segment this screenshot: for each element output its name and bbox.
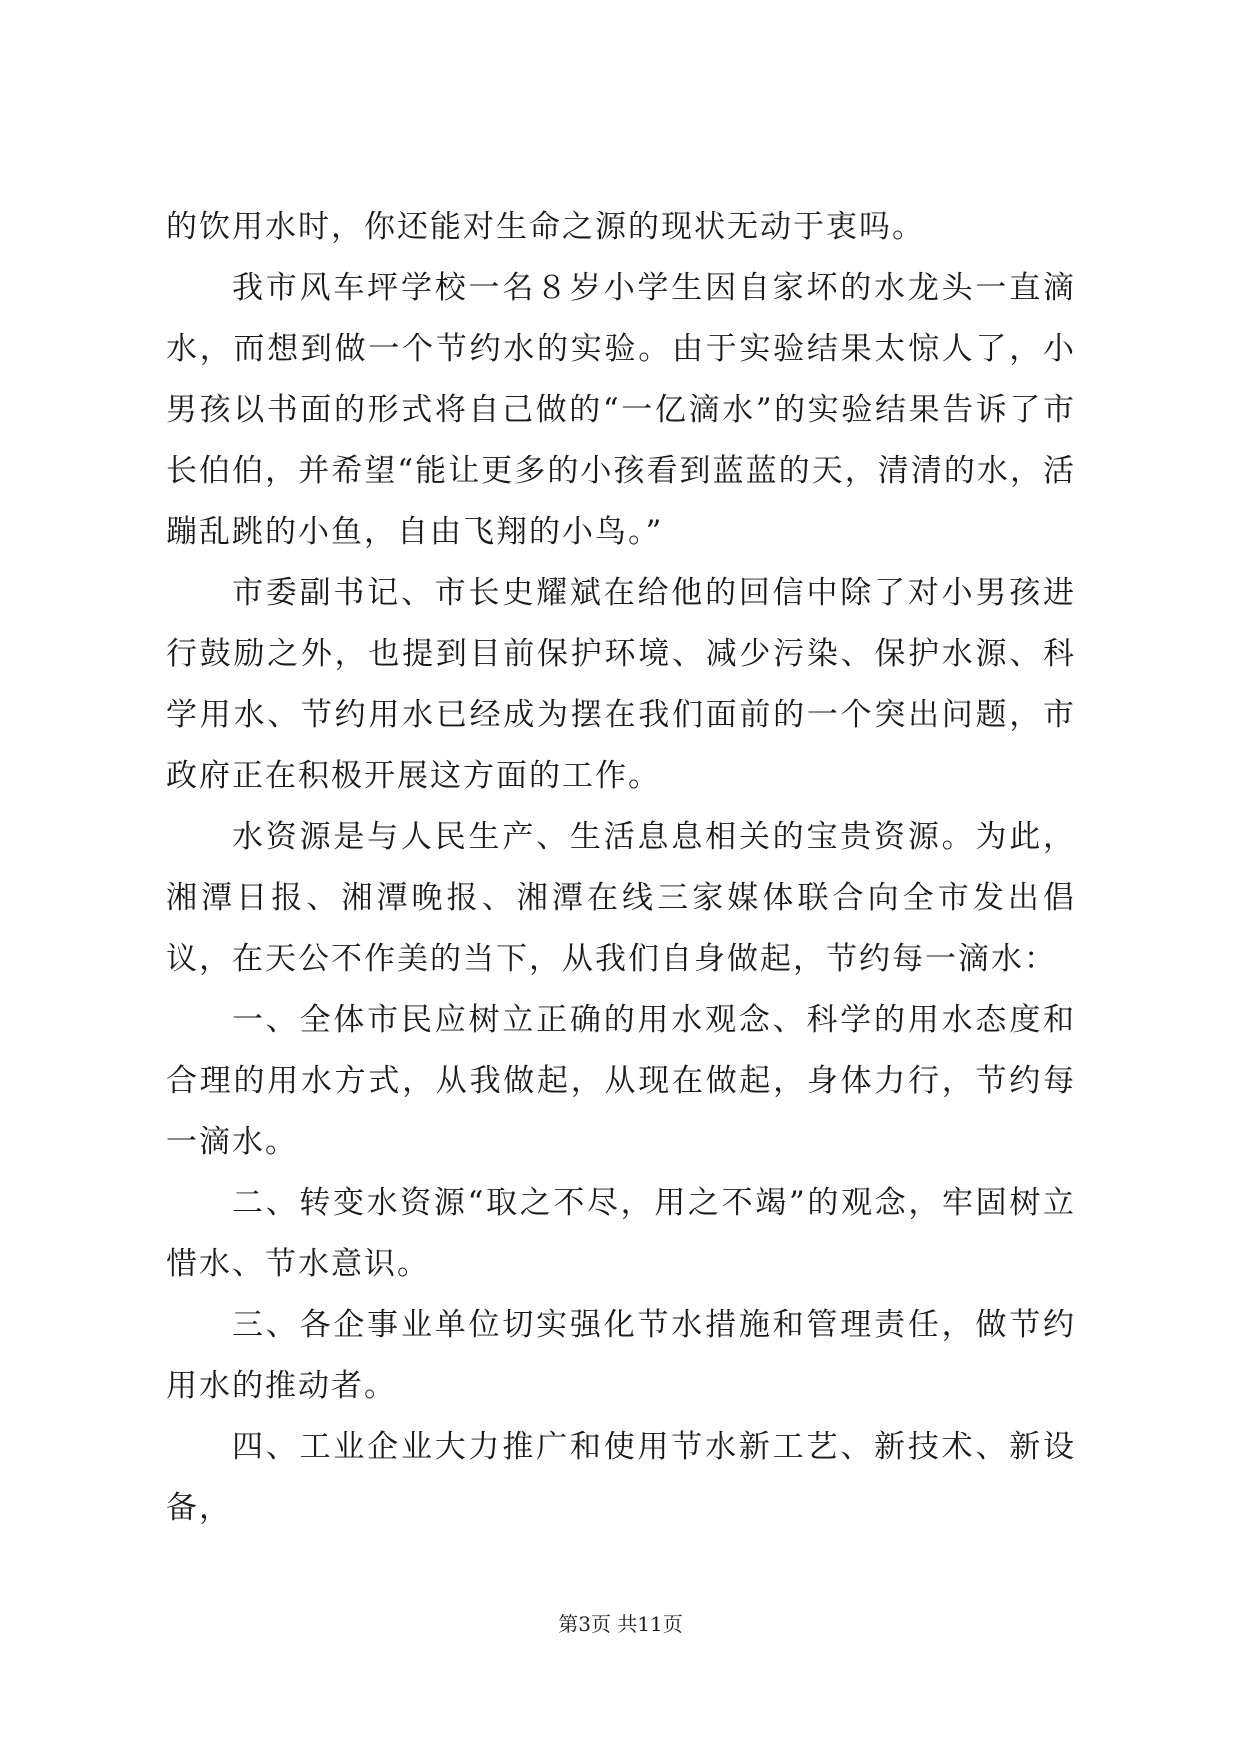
list-item: 四、工业企业大力推广和使用节水新工艺、新技术、新设备， [166,1429,1076,1526]
document-body [166,197,1076,1539]
paragraph: 水资源是与人民生产、生活息息相关的宝贵资源。为此，湘潭日报、湘潭晚报、湘潭在线三家媒体联合向全市发出倡议，在天公不作美的当下，从我们自身做起，节约每一滴水： [166,819,1076,977]
list-item: 二、转变水资源“取之不尽，用之不竭”的观念，牢固树立惜水、节水意识。 [166,1185,1076,1282]
paragraph: 市委副书记、市长史耀斌在给他的回信中除了对小男孩进行鼓励之外，也提到目前保护环境、减少污染、保护水源、科学用水、节约用水已经成为摆在我们面前的一个突出问题，市政府正在积极开展这方面的工作。 [166,575,1076,794]
paragraph: 的饮用水时，你还能对生命之源的现状无动于衷吗。 [166,209,925,245]
page-footer: 第3页 共11页 [558,1612,683,1636]
list-item: 一、全体市民应树立正确的用水观念、科学的用水态度和合理的用水方式，从我做起，从现在做起，身体力行，节约每一滴水。 [166,1002,1076,1160]
list-item: 三、各企事业单位切实强化节水措施和管理责任，做节约用水的推动者。 [166,1307,1076,1404]
paragraph: 我市风车坪学校一名８岁小学生因自家坏的水龙头一直滴水，而想到做一个节约水的实验。由于实验结果太惊人了，小男孩以书面的形式将自己做的“一亿滴水”的实验结果告诉了市长伯伯，并希望“能让更多的小孩看到蓝蓝的天，清清的水，活蹦乱跳的小鱼，自由飞翔的小鸟。” [166,270,1076,550]
